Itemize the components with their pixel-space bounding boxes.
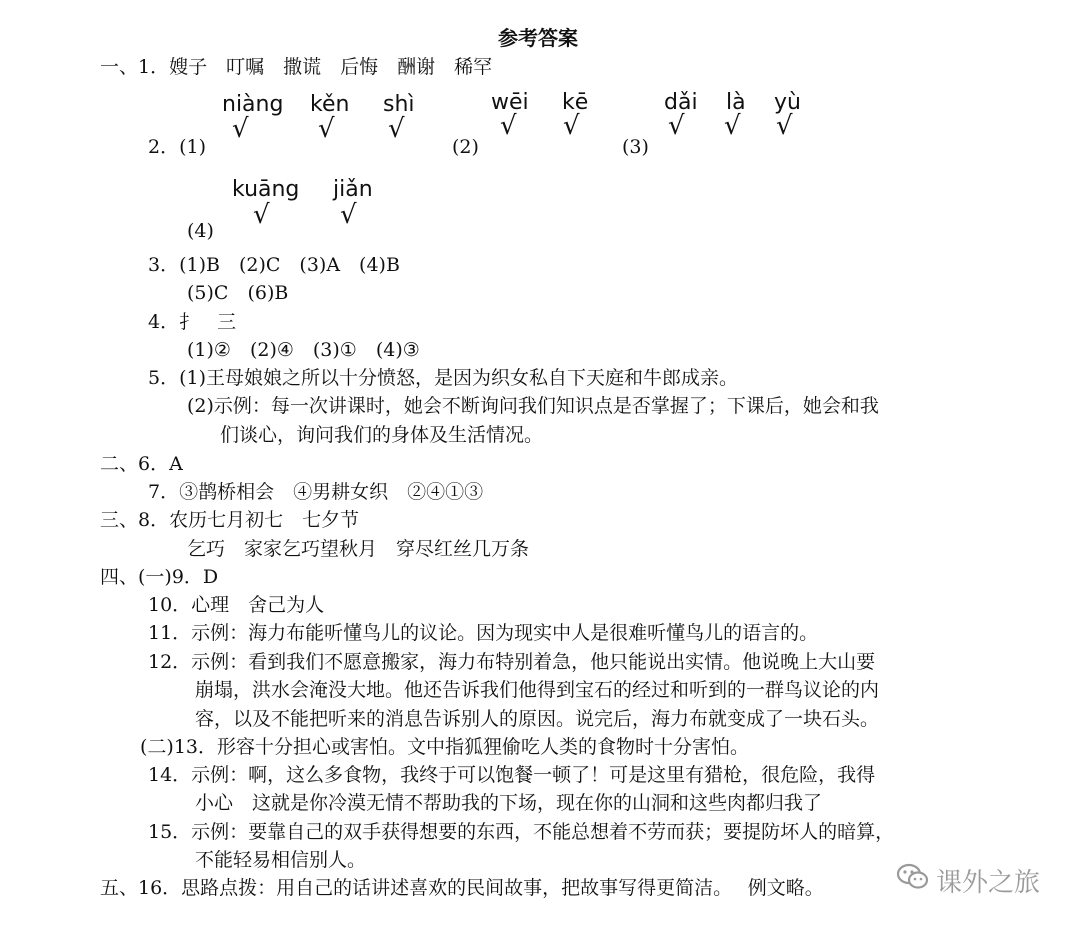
check-mark-icon: √ — [318, 114, 335, 144]
answer-line: 14．示例：啊，这么多食物，我终于可以饱餐一顿了！可是这里有猎枪，很危险，我得 — [148, 764, 876, 786]
pinyin: kuāng — [232, 177, 300, 202]
wechat-icon — [896, 862, 930, 892]
check-mark-icon: √ — [563, 111, 580, 141]
pinyin: kěn — [310, 92, 350, 117]
watermark — [896, 860, 1056, 896]
watermark-text: 课外之旅 — [936, 868, 1041, 898]
pinyin: là — [726, 90, 746, 115]
answer-line: 10．心理 舍己为人 — [148, 594, 325, 616]
check-mark-icon: √ — [232, 114, 249, 144]
pinyin: dǎi — [664, 90, 698, 115]
answer-line: 乞巧 家家乞巧望秋月 穿尽红丝几万条 — [187, 538, 530, 560]
answer-line: 小心 这就是你冷漠无情不帮助我的下场，现在你的山洞和这些肉都归我了 — [195, 792, 823, 814]
answer-line: 不能轻易相信别人。 — [195, 849, 367, 871]
pinyin: yù — [774, 90, 801, 115]
answer-line: 容，以及不能把听来的消息告诉别人的原因。说完后，海力布就变成了一块石头。 — [195, 708, 880, 730]
answer-line: 2．(1) — [148, 136, 207, 158]
answer-line: 5．(1)王母娘娘之所以十分愤怒，是因为织女私自下天庭和牛郎成亲。 — [148, 367, 739, 389]
answer-line: 11．示例：海力布能听懂鸟儿的议论。因为现实中人是很难听懂鸟儿的语言的。 — [148, 622, 819, 644]
answer-line: (2)示例：每一次讲课时，她会不断询问我们知识点是否掌握了；下课后，她会和我 — [187, 395, 879, 417]
answer-line: (5)C (6)B — [187, 282, 289, 304]
check-mark-icon: √ — [776, 111, 793, 141]
page-title: 参考答案 — [498, 26, 578, 50]
answer-line: (二)13．形容十分担心或害怕。文中指狐狸偷吃人类的食物时十分害怕。 — [140, 736, 750, 758]
pinyin: kē — [562, 90, 589, 115]
pinyin: shì — [383, 92, 415, 117]
answer-line: 四、(一)9．D — [100, 566, 219, 588]
answer-line: 12．示例：看到我们不愿意搬家，海力布特别着急，他只能说出实情。他说晚上大山要 — [148, 651, 876, 673]
pinyin: wēi — [491, 90, 529, 115]
answer-line: 15．示例：要靠自己的双手获得想要的东西，不能总想着不劳而获；要提防坏人的暗算， — [148, 821, 895, 843]
answer-line: (1)② (2)④ (3)① (4)③ — [187, 339, 420, 361]
answer-line: 三、8．农历七月初七 七夕节 — [100, 509, 360, 531]
answer-line: (3) — [622, 136, 649, 158]
answer-line: 二、6．A — [100, 453, 183, 475]
answer-line: 一、1．嫂子 叮嘱 撒谎 后悔 酬谢 稀罕 — [100, 56, 493, 78]
check-mark-icon: √ — [500, 111, 517, 141]
pinyin: jiǎn — [333, 177, 373, 202]
answer-line: (2) — [452, 136, 479, 158]
answer-line: 崩塌，洪水会淹没大地。他还告诉我们他得到宝石的经过和听到的一群鸟议论的内 — [195, 679, 880, 701]
check-mark-icon: √ — [388, 114, 405, 144]
answer-line: 五、16．思路点拨：用自己的话讲述喜欢的民间故事，把故事写得更简洁。 例文略。 — [100, 877, 824, 899]
check-mark-icon: √ — [253, 200, 270, 230]
check-mark-icon: √ — [668, 111, 685, 141]
check-mark-icon: √ — [340, 200, 357, 230]
answer-line: 4．扌 三 — [148, 311, 237, 333]
answer-line: (4) — [187, 220, 214, 242]
pinyin: niàng — [222, 92, 284, 117]
answer-line: 们谈心，询问我们的身体及生活情况。 — [220, 424, 544, 446]
answer-line: 3．(1)B (2)C (3)A (4)B — [148, 254, 400, 276]
check-mark-icon: √ — [724, 111, 741, 141]
answer-line: 7．③鹊桥相会 ④男耕女织 ②④①③ — [148, 481, 484, 503]
